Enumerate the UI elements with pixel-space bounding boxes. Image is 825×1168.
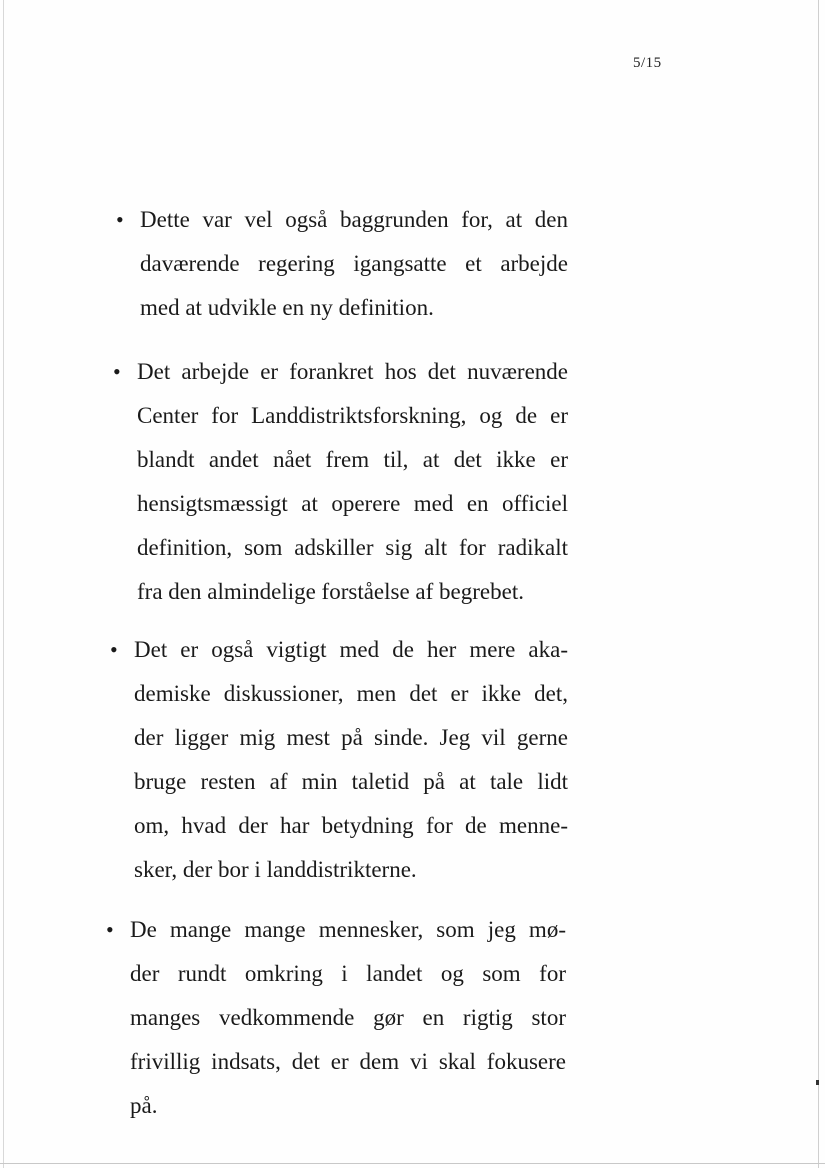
text-line: daværende regering igangsatte et arbejde [140, 251, 568, 276]
bullet-dot: • [113, 359, 121, 384]
scan-edge-left [3, 0, 4, 1168]
scan-speck [816, 1080, 819, 1085]
bullet-text [137, 350, 568, 614]
bullet-text [140, 198, 568, 330]
text-line: med at udvikle en ny definition. [140, 295, 434, 320]
bullet-dot: • [106, 917, 114, 942]
bullet-item-3 [110, 628, 568, 892]
text-line: fra den almindelige forståelse af begrebet. [137, 579, 524, 604]
text-line: om, hvad der har betydning for de menne- [134, 813, 568, 838]
bullet-dot: • [110, 637, 118, 662]
text-line: manges vedkommende gør en rigtig stor [130, 1005, 566, 1030]
bullet-text [134, 628, 568, 892]
text-line: definition, som adskiller sig alt for radikalt [137, 535, 568, 560]
page-number: 5/15 [633, 55, 662, 71]
text-line: Center for Landdistriktsforskning, og de er [137, 403, 568, 428]
scan-edge-right [818, 0, 819, 1168]
text-line: hensigtsmæssigt at operere med en officiel [137, 491, 568, 516]
bullet-item-1 [116, 198, 568, 330]
text-line: demiske diskussioner, men det er ikke det, [134, 681, 568, 706]
text-line: sker, der bor i landdistrikterne. [134, 857, 417, 882]
text-line: De mange mange mennesker, som jeg mø- [130, 917, 566, 942]
bullet-dot: • [116, 207, 124, 232]
text-line: på. [130, 1093, 158, 1118]
text-line: der ligger mig mest på sinde. Jeg vil gerne [134, 725, 568, 750]
text-line: bruge resten af min taletid på at tale lidt [134, 769, 568, 794]
text-line: Det er også vigtigt med de her mere aka- [134, 637, 568, 662]
text-line: blandt andet nået frem til, at det ikke er [137, 447, 568, 472]
bullet-item-4 [106, 908, 566, 1128]
bullet-text [130, 908, 566, 1128]
bullet-item-2 [113, 350, 568, 614]
text-line: Det arbejde er forankret hos det nuværende [137, 359, 568, 384]
text-line: Dette var vel også baggrunden for, at den [140, 207, 568, 232]
scan-edge-bottom [0, 1163, 825, 1164]
text-line: der rundt omkring i landet og som for [130, 961, 566, 986]
text-line: frivillig indsats, det er dem vi skal fokusere [130, 1049, 566, 1074]
